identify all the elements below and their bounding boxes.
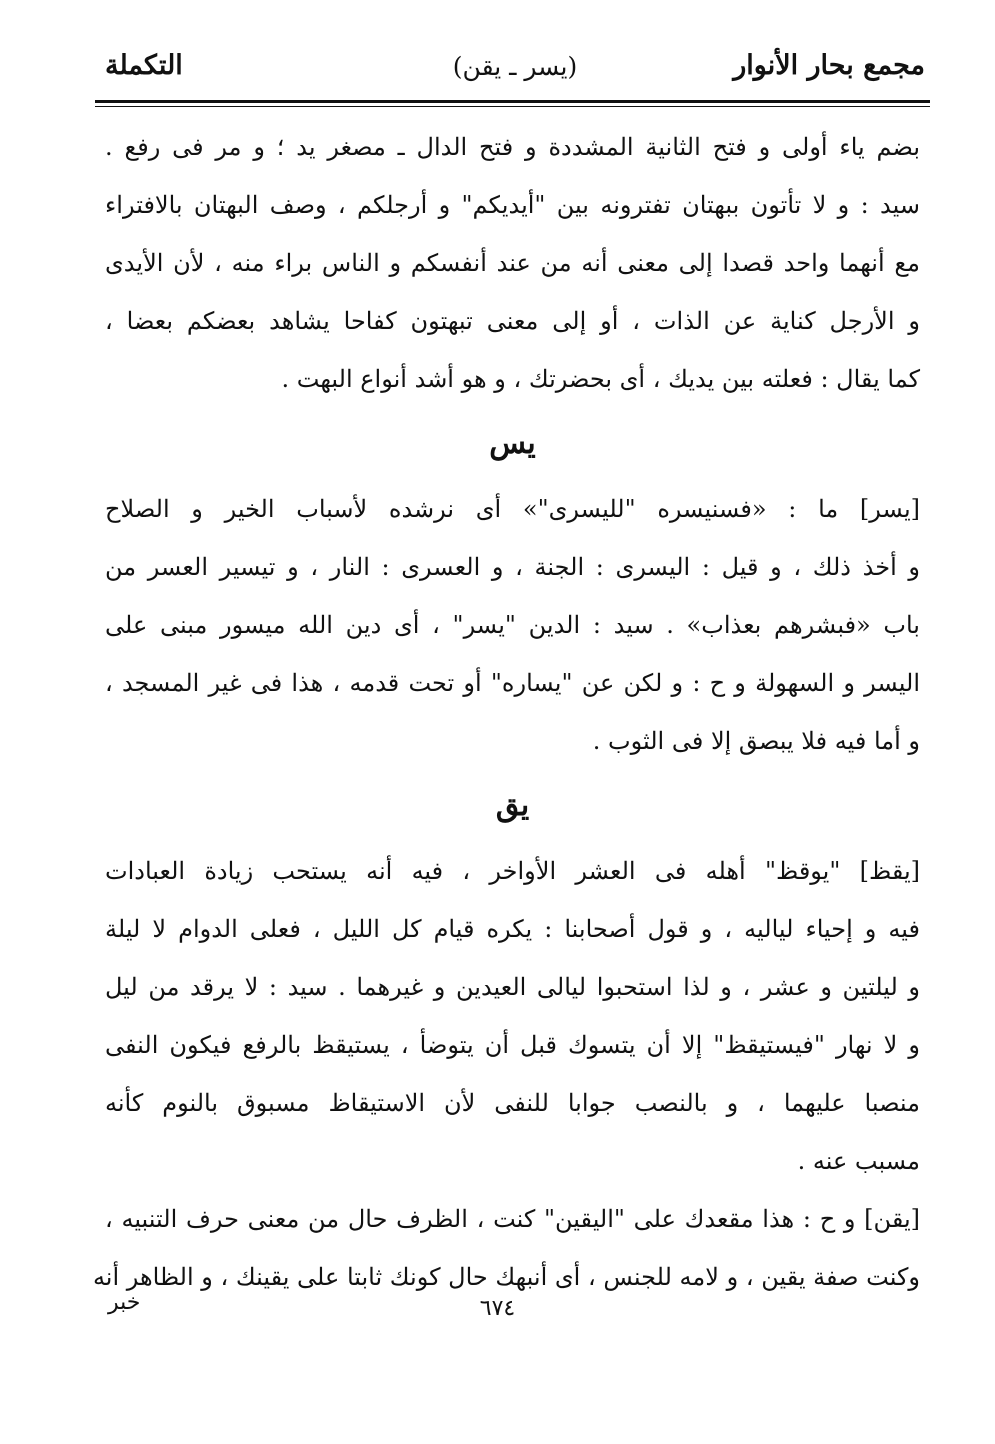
text-line: كما يقال : فعلته بين يديك ، أى بحضرتك ، و هو أشد أنواع البهت . [281,365,920,393]
text-line: منصبا عليهما ، و بالنصب جوابا للنفى لأن الاستيقاظ مسبوق بالنوم كأنه [105,1089,921,1117]
text-line: بضم ياء أولى و فتح الثانية المشددة و فتح الدال ـ مصغر يد ؛ و مر فى رفع . [105,133,920,161]
section-title: التكملة [105,50,183,81]
catchword: خبر [108,1290,141,1315]
header-rule-thin [95,106,930,107]
text-line: و أما فيه فلا يبصق إلا فى الثوب . [592,727,920,755]
text-line: [يقن] و ح : هذا مقعدك على "اليقين" كنت ، الظرف حال من معنى حرف التنبيه ، [105,1205,920,1233]
running-header [105,50,925,96]
text-line: اليسر و السهولة و ح : و لكن عن "يساره" أو تحت قدمه ، هذا فى غير المسجد ، [105,669,920,697]
section-heading-yq: يق [495,788,530,823]
text-line: مع أنهما واحد قصدا إلى معنى أنه من عند أنفسكم و الناس براء منه ، لأن الأيدى [105,249,920,277]
text-line: مسبب عنه . [797,1147,920,1175]
text-line: [يقظ] "يوقظ" أهله فى العشر الأواخر ، فيه أنه يستحب زيادة العبادات [105,857,920,885]
page-body [92,118,921,1306]
text-line: و لا نهار "فيستيقظ" إلا أن يتسوك قبل أن يتوضأ ، يستيقظ بالرفع فيكون النفى [105,1031,920,1059]
text-line: باب «فبشرهم بعذاب» . سيد : الدين "يسر" ، أى دين الله ميسور مبنى على [105,611,920,639]
text-line: فيه و إحياء لياليه ، و قول أصحابنا : يكره قيام كل الليل ، فعلى الدوام لا ليلة [105,915,921,943]
header-roots: (يسر ـ يقن) [452,52,578,81]
text-line: سيد : و لا تأتون ببهتان تفترونه بين "أيديكم" و أرجلكم ، وصف البهتان بالافتراء [105,191,920,219]
header-rule-thick [95,100,930,103]
text-line: [يسر] ما : «فسنيسره "لليسرى"» أى نرشده لأسباب الخير و الصلاح [105,495,920,523]
text-line: و الأرجل كناية عن الذات ، أو إلى معنى تبهتون كفاحا يشاهد بعضكم بعضا ، [105,307,920,335]
text-line: وكنت صفة يقين ، و لامه للجنس ، أى أنبهك حال كونك ثابتا على يقينك ، و الظاهر أنه [92,1263,920,1291]
text-line: و ليلتين و عشر ، و لذا استحبوا ليالى العيدين و غيرهما . سيد : لا يرقد من ليل [105,973,920,1001]
text-line: و أخذ ذلك ، و قيل : اليسرى : الجنة ، و العسرى : النار ، و تيسير العسر من [105,553,920,581]
section-heading-ys: يس [489,426,536,461]
book-title: مجمع بحار الأنوار [733,50,925,81]
page-number: ٦٧٤ [479,1296,516,1321]
